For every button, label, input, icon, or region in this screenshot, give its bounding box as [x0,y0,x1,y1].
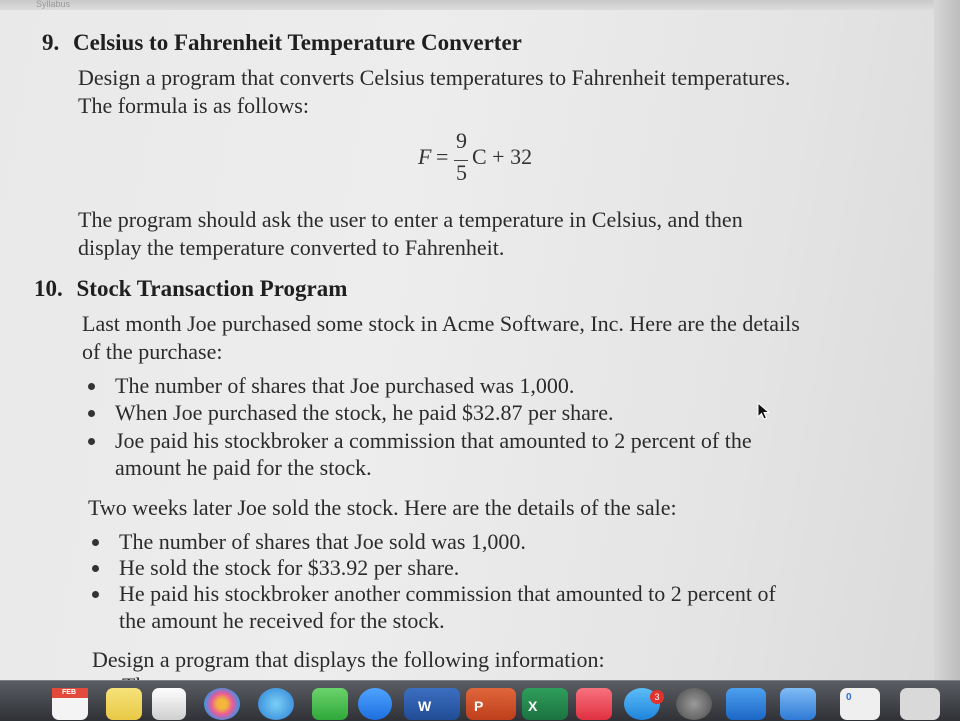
reminders-icon[interactable] [152,688,186,720]
music-icon[interactable] [576,688,612,720]
purchase-bullet-text: The number of shares that Joe purchased was 1,000. [115,373,575,398]
window-right-edge [934,0,960,680]
word-icon[interactable] [404,688,460,720]
calendar-month: FEB [62,689,76,696]
section-9-number: 9. [42,30,60,55]
section-10-title: Stock Transaction Program [76,276,348,301]
bullet-dot [88,410,95,417]
safari-icon[interactable] [258,688,294,720]
section-9-intro-line-2: The formula is as follows: [78,93,309,118]
bullet-dot [88,383,95,390]
word-label: W [418,698,432,714]
app-store-badge: 3 [650,690,664,704]
bullet-dot [92,539,99,546]
bullet-dot [88,438,95,445]
sale-bullet-text: He sold the stock for $33.92 per share. [119,555,460,580]
app-store-like-icon[interactable] [358,688,392,720]
display-intro: Design a program that displays the following information: [92,647,605,672]
bullet-dot [92,565,99,572]
section-10-intro-line-1: Last month Joe purchased some stock in Acme Software, Inc. Here are the details [82,311,800,336]
top-strip: Syllabus [0,0,960,10]
mouse-pointer-icon [757,402,771,420]
formula-denominator: 5 [456,160,467,185]
section-9-title: Celsius to Fahrenheit Temperature Converter [73,30,522,55]
formula-rest: C + 32 [472,144,533,169]
section-9-intro [78,64,928,120]
sale-bullet-text: He paid his stockbroker another commission that amounted to 2 percent of [119,581,776,606]
excel-label: X [528,698,538,714]
celsius-fahrenheit-formula [418,128,618,188]
document-preview-icon[interactable] [840,688,880,720]
preview-counter: 0 [846,692,852,703]
photos-icon[interactable] [204,688,240,720]
sale-bullet-text: The number of shares that Joe sold was 1,000. [119,529,526,554]
section-10-intro [82,310,932,366]
section-9-outro [78,206,928,262]
cutoff-text [122,672,182,680]
sale-bullet-text-cont: the amount he received for the stock. [119,608,445,633]
powerpoint-label: P [474,698,484,714]
excel-icon[interactable] [522,688,568,720]
formula-equals: = [436,144,449,169]
section-10-heading [34,276,347,302]
section-10-number: 10. [34,276,63,301]
remote-desktop-icon[interactable] [726,688,766,720]
section-10-intro-line-2: of the purchase: [82,339,223,364]
sale-intro: Two weeks later Joe sold the stock. Here are the details of the sale: [88,495,677,520]
teamviewer-icon[interactable] [780,688,816,720]
formula-numerator: 9 [456,128,467,153]
calendar-icon[interactable] [52,688,88,720]
section-9-outro-line-2: display the temperature converted to Fahrenheit. [78,235,505,260]
purchase-bullet-text-cont: amount he paid for the stock. [115,455,372,480]
notes-icon[interactable] [106,688,142,720]
facetime-icon[interactable] [312,688,348,720]
document-thumbnail-icon[interactable] [900,688,940,720]
section-9-heading [42,30,522,56]
purchase-bullet-text: Joe paid his stockbroker a commission that amounted to 2 percent of the [115,428,752,453]
powerpoint-icon[interactable] [466,688,516,720]
system-preferences-icon[interactable] [676,688,712,720]
section-9-outro-line-1: The program should ask the user to enter a temperature in Celsius, and then [78,207,743,232]
section-9-intro-line-1: Design a program that converts Celsius temperatures to Fahrenheit temperatures. [78,65,791,90]
formula-lhs: F [418,144,432,169]
bullet-dot [92,591,99,598]
purchase-bullet-text: When Joe purchased the stock, he paid $32.87 per share. [115,400,614,425]
